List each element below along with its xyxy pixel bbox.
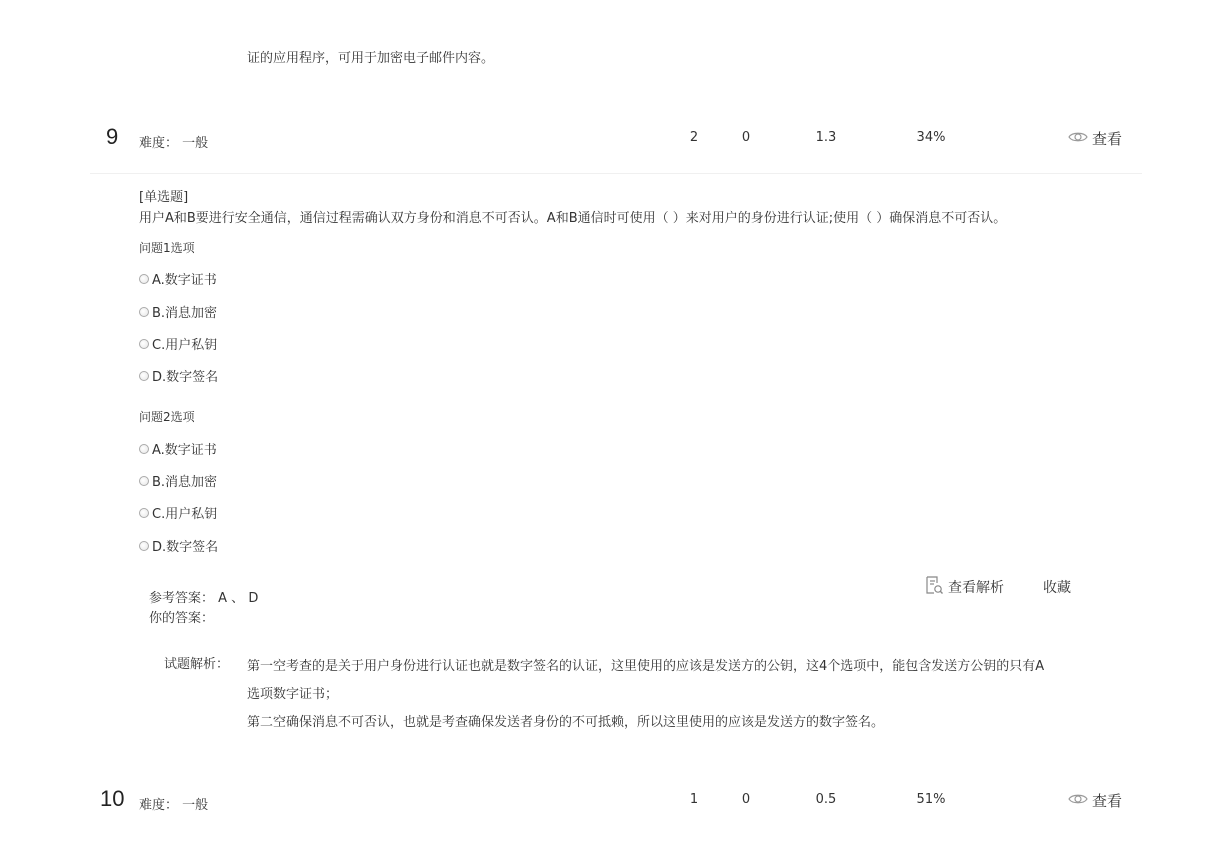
eye-icon (1068, 130, 1088, 148)
previous-analysis-tail: 证的应用程序，可用于加密电子邮件内容。 (247, 51, 495, 66)
option-label: D.数字签名 (152, 540, 219, 555)
view-label: 查看 (1092, 792, 1123, 810)
stat-accuracy-rate: 51% (916, 792, 946, 807)
difficulty-label: 难度： (139, 136, 179, 151)
radio-button[interactable] (139, 274, 149, 284)
option-item[interactable] (139, 334, 217, 353)
reference-answer (149, 587, 258, 606)
radio-button[interactable] (139, 508, 149, 518)
difficulty-value: 一般 (182, 136, 209, 151)
analysis-text-line: 第二空确保消息不可否认，也就是考查确保发送者身份的不可抵赖，所以这里使用的应该是发送方的数字签名。 (247, 715, 885, 730)
view-label: 查看 (1092, 130, 1123, 148)
option-item[interactable] (139, 366, 218, 385)
analysis-text-line: 选项数字证书； (247, 687, 339, 702)
stat-average-score: 1.3 (815, 130, 837, 145)
eye-icon (1068, 792, 1088, 810)
option-label: D.数字签名 (152, 370, 219, 385)
favorite-button[interactable] (1043, 577, 1071, 597)
favorite-label: 收藏 (1043, 580, 1071, 596)
option-label: B.消息加密 (152, 306, 218, 321)
view-analysis-label: 查看解析 (948, 580, 1004, 596)
view-button[interactable] (1068, 128, 1122, 149)
divider (90, 173, 1142, 174)
option-label: C.用户私钥 (152, 338, 218, 353)
question-type: [单选题] (139, 190, 189, 205)
stat-correct-count: 0 (741, 792, 751, 807)
your-answer-label: 你的答案： (149, 611, 215, 626)
difficulty-value: 一般 (182, 798, 209, 813)
radio-button[interactable] (139, 307, 149, 317)
document-search-icon (924, 575, 944, 599)
analysis-text-line: 第一空考查的是关于用户身份进行认证也就是数字签名的认证，这里使用的应该是发送方的公钥，这4个选项中，能包含发送方公钥的只有A (247, 659, 1045, 674)
option-label: A.数字证书 (152, 273, 217, 288)
radio-button[interactable] (139, 339, 149, 349)
reference-answer-label: 参考答案： (149, 591, 215, 606)
question-stem: 用户A和B要进行安全通信，通信过程需确认双方身份和消息不可否认。A和B通信时可使用（ ）来对用户的身份进行认证;使用（ ）确保消息不可否认。 (139, 211, 1007, 226)
your-answer (149, 607, 214, 626)
stat-correct-count: 0 (741, 130, 751, 145)
option-item[interactable] (139, 302, 217, 321)
question-number: 9 (106, 124, 119, 149)
difficulty (139, 132, 208, 151)
option-item[interactable] (139, 439, 217, 458)
view-analysis-button[interactable] (924, 575, 1004, 599)
option-item[interactable] (139, 471, 217, 490)
option-item[interactable] (139, 503, 217, 522)
difficulty (139, 794, 208, 813)
option-label: B.消息加密 (152, 475, 218, 490)
radio-button[interactable] (139, 444, 149, 454)
stat-answered-count: 2 (689, 130, 699, 145)
option-group-title: 问题1选项 (139, 241, 195, 255)
option-group-title: 问题2选项 (139, 410, 195, 424)
reference-answer-value: A 、 D (218, 591, 259, 606)
stat-answered-count: 1 (689, 792, 699, 807)
option-label: C.用户私钥 (152, 507, 218, 522)
radio-button[interactable] (139, 476, 149, 486)
option-item[interactable] (139, 269, 217, 288)
stat-accuracy-rate: 34% (916, 130, 946, 145)
question-number: 10 (100, 786, 125, 811)
stat-average-score: 0.5 (815, 792, 837, 807)
option-item[interactable] (139, 536, 218, 555)
radio-button[interactable] (139, 541, 149, 551)
difficulty-label: 难度： (139, 798, 179, 813)
option-label: A.数字证书 (152, 443, 217, 458)
analysis-label: 试题解析： (164, 657, 230, 672)
view-button[interactable] (1068, 790, 1122, 811)
radio-button[interactable] (139, 371, 149, 381)
